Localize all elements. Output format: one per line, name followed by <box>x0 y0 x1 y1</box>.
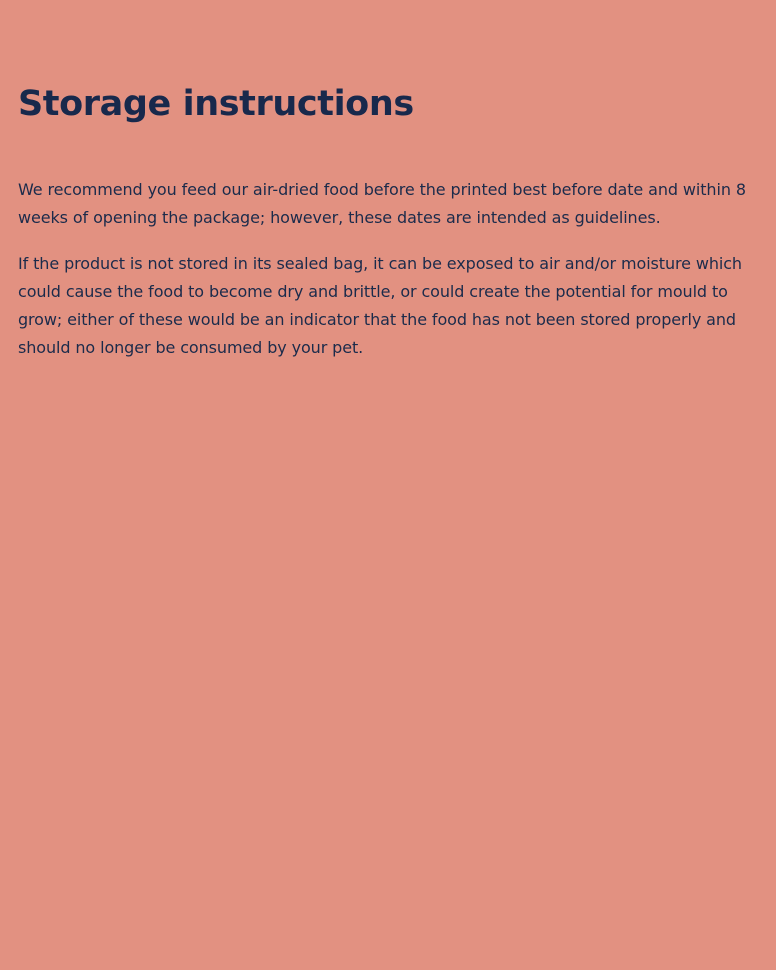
storage-instructions-section <box>18 80 763 362</box>
storage-paragraph-best-before: We recommend you feed our air-dried food before the printed best before date and within 8 weeks of opening the package; however, these dates are intended as guidelines. <box>18 180 746 227</box>
section-title: Storage instructions <box>18 84 414 124</box>
storage-paragraph-sealed-bag: If the product is not stored in its sealed bag, it can be exposed to air and/or moisture which could cause the food to become dry and brittle, or could create the potential for mould to grow; either of these would be an indicator that the food has not been stored properly and should no longer be consumed by your pet. <box>18 254 742 357</box>
